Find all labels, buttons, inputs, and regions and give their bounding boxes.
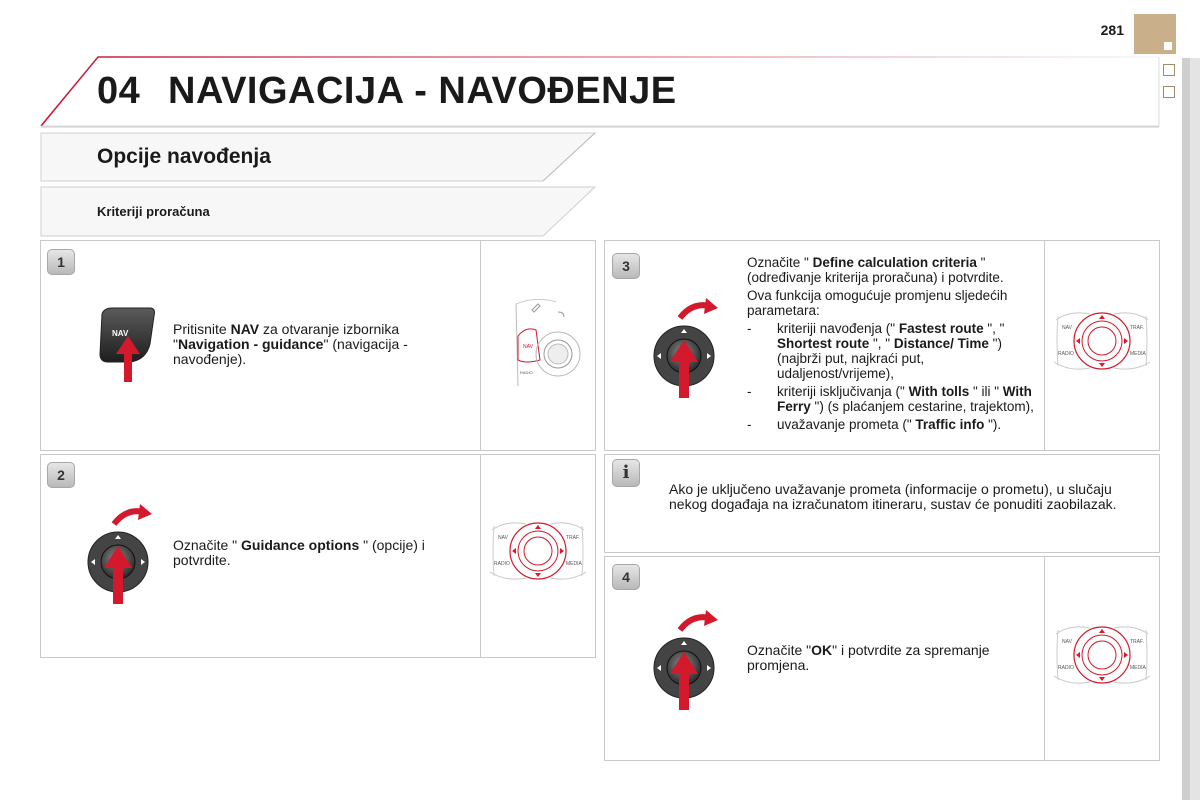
step-3-text: Označite " Define calculation criteria " (određivanje kriterija proračuna) i potvrdite. Ova funkcija omogućuje promjenu sljedećih parametara: - kriteriji navođenja (" Fastest route ", " Shortest route ", " Distance/ Time ") (najbrži put, najkraći put, udaljenost/vrijeme), - kriteriji isključivanja (" With tolls " ili " With Ferry ") (s plaćanjem cestarine, trajektom), - uvažavanje prometa (" Traffic info "). <box>747 255 1035 435</box>
svg-text:TRAF.: TRAF. <box>1130 639 1144 645</box>
rotary-knob-turn-press-icon <box>652 296 724 400</box>
chapter-number: 04 <box>97 70 141 112</box>
chapter-tab-marker <box>1134 14 1176 54</box>
side-index-box <box>1163 64 1175 76</box>
nav-button-label: NAV <box>112 329 129 338</box>
step-2-text: Označite " Guidance options " (opcije) i potvrdite. <box>173 537 425 568</box>
info-text: Ako je uključeno uvažavanje prometa (informacije o prometu), u slučaju nekog događaja na izračunatom itineraru, sustav će ponuditi zaobilazak. <box>669 481 1117 512</box>
svg-text:MEDIA: MEDIA <box>1130 665 1146 671</box>
page-number: 281 <box>1100 22 1124 38</box>
step-2-badge: 2 <box>47 462 75 488</box>
side-scroll-bar <box>1182 58 1200 800</box>
chapter-title: NAVIGACIJA - NAVOĐENJE <box>168 70 677 112</box>
svg-text:RADIO: RADIO <box>494 561 510 567</box>
rotary-knob-turn-press-icon <box>652 608 724 712</box>
step-3-badge: 3 <box>612 253 640 279</box>
criteria-bullet: - kriteriji isključivanja (" With tolls " ili " With Ferry ") (s plaćanjem cestarine, trajektom), <box>747 384 1035 414</box>
criteria-bullet: - uvažavanje prometa (" Traffic info "). <box>747 417 1035 432</box>
svg-text:RADIO: RADIO <box>1058 351 1074 357</box>
nav-button-press-icon <box>94 304 164 384</box>
svg-text:RADIO: RADIO <box>520 370 533 375</box>
svg-text:MEDIA: MEDIA <box>1130 351 1146 357</box>
svg-text:NAV: NAV <box>523 344 533 350</box>
svg-text:TRAF.: TRAF. <box>566 535 580 541</box>
svg-text:NAV: NAV <box>498 535 508 541</box>
svg-text:MEDIA: MEDIA <box>566 561 582 567</box>
subsection-title: Kriteriji proračuna <box>97 204 210 219</box>
nav-button-panel-icon <box>496 296 586 396</box>
section-title: Opcije navođenja <box>97 145 271 168</box>
control-dial-icon <box>486 516 590 582</box>
svg-text:RADIO: RADIO <box>1058 665 1074 671</box>
step-1-text: Pritisnite NAV za otvaranje izbornika "Navigation - guidance" (navigacija - navođenje). <box>173 321 408 367</box>
control-dial-icon <box>1050 306 1154 386</box>
criteria-bullet: - kriteriji navođenja (" Fastest route ", " Shortest route ", " Distance/ Time ") (najbrži put, najkraći put, udaljenost/vrijeme), <box>747 321 1035 381</box>
svg-text:TRAF.: TRAF. <box>1130 325 1144 331</box>
info-icon: i <box>612 459 640 487</box>
step-4-badge: 4 <box>612 564 640 590</box>
svg-text:NAV: NAV <box>1062 325 1072 331</box>
rotary-knob-turn-press-icon <box>86 502 158 606</box>
svg-text:NAV: NAV <box>1062 639 1072 645</box>
side-index-box <box>1163 86 1175 98</box>
step-1-badge: 1 <box>47 249 75 275</box>
control-dial-icon <box>1050 620 1154 700</box>
step-4-text: Označite "OK" i potvrdite za spremanje promjena. <box>747 642 990 673</box>
